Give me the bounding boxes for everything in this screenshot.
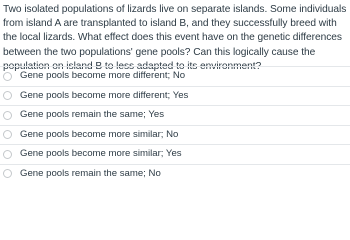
answer-label: Gene pools become more different; No [20, 70, 186, 82]
answer-option[interactable] [0, 105, 350, 125]
answer-label: Gene pools remain the same; Yes [20, 109, 164, 121]
radio-button[interactable] [3, 91, 12, 100]
radio-button[interactable] [3, 169, 12, 178]
answer-option[interactable] [0, 144, 350, 164]
radio-button[interactable] [3, 130, 12, 139]
answer-option[interactable] [0, 86, 350, 106]
answer-option[interactable] [0, 164, 350, 184]
radio-button[interactable] [3, 150, 12, 159]
answer-option[interactable] [0, 66, 350, 86]
radio-button[interactable] [3, 72, 12, 81]
answer-label: Gene pools become more similar; Yes [20, 148, 182, 160]
answer-option[interactable] [0, 125, 350, 145]
answer-label: Gene pools become more similar; No [20, 128, 179, 140]
answer-list [0, 66, 350, 183]
answer-label: Gene pools remain the same; No [20, 167, 161, 179]
answer-label: Gene pools become more different; Yes [20, 89, 189, 101]
question-text: Two isolated populations of lizards live on separate islands. Some individuals from island A are transplanted to island B, and they successfully breed with the local lizards. What effect does this event have on the genetic differences between the two populations' gene pools? Can this logically cause the population on island B to less adapted to its environment? [3, 4, 347, 72]
radio-button[interactable] [3, 111, 12, 120]
